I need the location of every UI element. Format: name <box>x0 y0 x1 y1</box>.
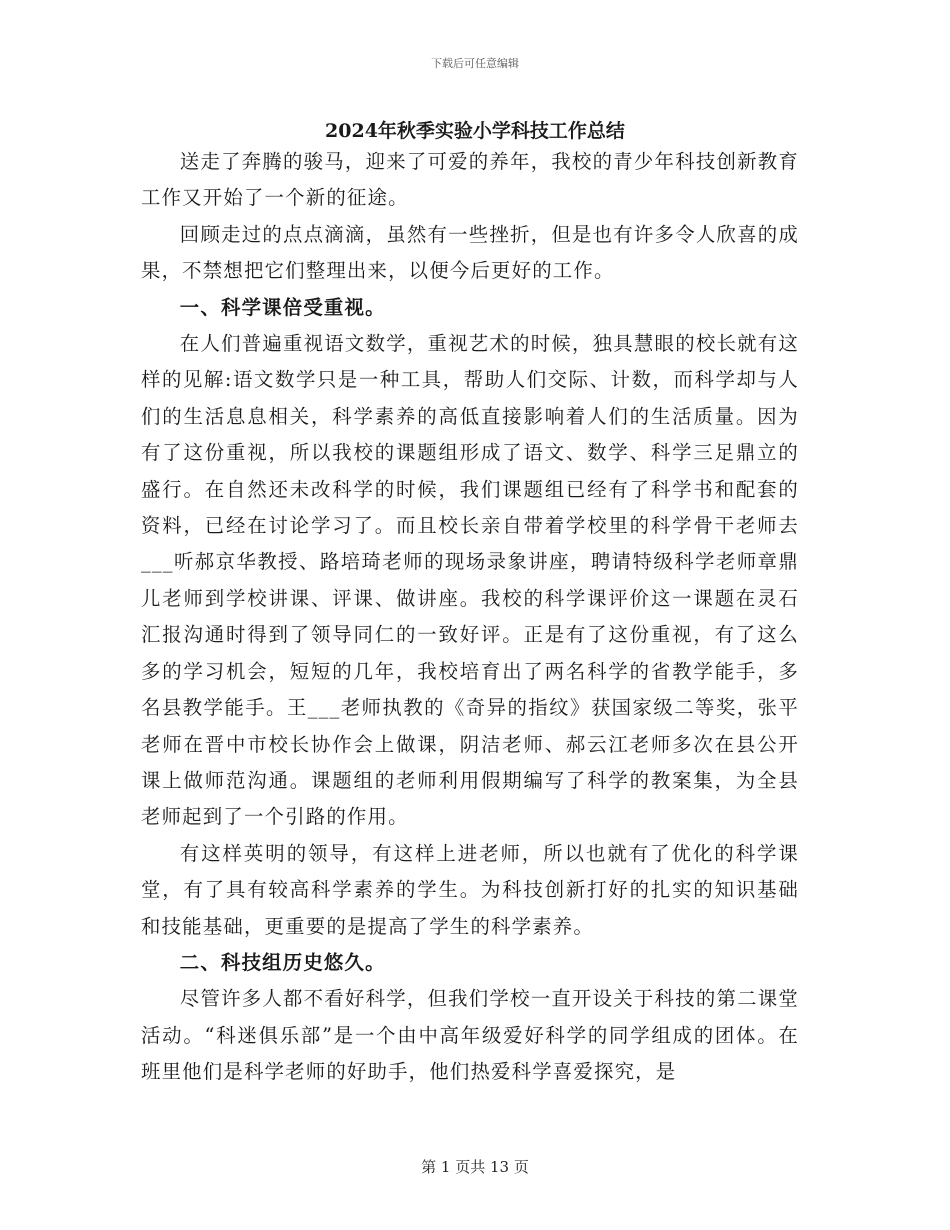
paragraph-section-2-body: 尽管许多人都不看好科学，但我们学校一直开设关于科技的第二课堂活动。“科迷俱乐部”是一个由中高年级爱好科学的同学组成的团体。在班里他们是科学老师的好助手，他们热爱科学喜爱探究，是 <box>141 987 799 1084</box>
page-number-footer: 第 1 页共 13 页 <box>421 1158 529 1176</box>
paragraph-section-1-body: 在人们普遍重视语文数学，重视艺术的时候，独具慧眼的校长就有这样的见解:语文数学只是一种工具，帮助人们交际、计数，而科学却与人们的生活息息相关，科学素养的高低直接影响着人们的生活质量。因为有了这份重视，所以我校的课题组形成了语文、数学、科学三足鼎立的盛行。在自然还未改科学的时候，我们课题组已经有了科学书和配套的资料，已经在讨论学习了。而且校长亲自带着学校里的科学骨干老师去___听郝京华教授、路培琦老师的现场录象讲座，聘请特级科学老师章鼎儿老师到学校讲课、评课、做讲座。我校的科学课评价这一课题在灵石汇报沟通时得到了领导同仁的一致好评。正是有了这份重视，有了这么多的学习机会，短短的几年，我校培育出了两名科学的省教学能手，多名县教学能手。王___老师执教的《奇异的指纹》获国家级二等奖，张平老师在晋中市校长协作会上做课，阴洁老师、郝云江老师多次在县公开课上做师范沟通。课题组的老师利用假期编写了科学的教案集，为全县老师起到了一个引路的作用。 <box>141 332 799 829</box>
paragraph-intro-1: 送走了奔腾的骏马，迎来了可爱的养年，我校的青少年科技创新教育工作又开始了一个新的征途。 <box>141 150 799 210</box>
section-heading-1: 一、科学课倍受重视。 <box>179 295 386 319</box>
document-title: 2024年秋季实验小学科技工作总结 <box>325 120 625 142</box>
document-body <box>141 144 799 1091</box>
page-header-note: 下载后可任意编辑 <box>431 57 519 70</box>
paragraph-intro-2: 回顾走过的点点滴滴，虽然有一些挫折，但是也有许多令人欣喜的成果，不禁想把它们整理出来，以便今后更好的工作。 <box>141 222 799 283</box>
paragraph-section-1-summary: 有这样英明的领导，有这样上进老师，所以也就有了优化的科学课堂，有了具有较高科学素养的学生。为科技创新打好的扎实的知识基础和技能基础，更重要的是提高了学生的科学素养。 <box>141 841 799 938</box>
section-heading-2: 二、科技组历史悠久。 <box>179 950 386 974</box>
